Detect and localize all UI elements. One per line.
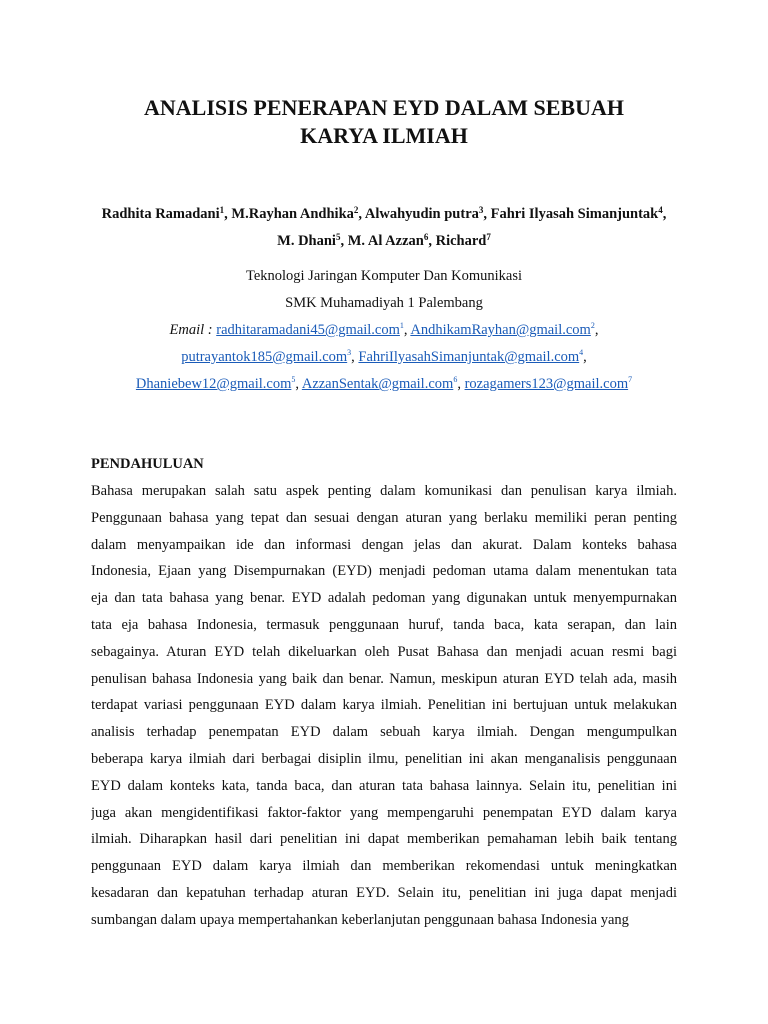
author-name: Richard [435,233,487,249]
author-sup: 5 [335,232,341,242]
title-line-2: KARYA ILMIAH [300,123,468,148]
school-text: SMK Muhamadiyah 1 Palembang [285,295,483,311]
paragraph-line: terdapat variasi penggunaan EYD dalam karya ilmiah. Penelitian ini bertujuan untuk melakukan [91,697,677,714]
paragraph-line: tata eja bahasa Indonesia, termasuk penggunaan huruf, tanda baca, kata serapan, dan lain [91,616,677,633]
department-text: Teknologi Jaringan Komputer Dan Komunikasi [245,268,523,284]
paragraph-line: kesadaran dan kepatuhan terhadap aturan EYD. Selain itu, penelitian ini juga dapat menjadi [91,884,677,901]
paragraph-line: Penggunaan bahasa yang tepat dan sesuai dengan aturan yang berlaku memiliki peran penting [91,509,677,526]
author-sup: 1 [219,205,225,215]
author-sup: 4 [658,205,663,215]
author-line-2: M. Dhani$^5$, M. Al Azzan$^6$, Richard$^7$ [277,232,491,249]
email-line-3: Dhaniebew12@gmail.com$^5$, AzzanSentak@gmail.com$^6$, rozagamers123@gmail.com$^7$ [135,375,633,392]
title-line-1: ANALISIS PENERAPAN EYD DALAM SEBUAH [144,95,624,120]
paragraph-line: EYD dalam konteks kata, tanda baca, dan aturan tata bahasa lainnya. Selain itu, penelitian ini [91,777,677,794]
paragraph-line: sumbangan dalam upaya mempertahankan keberlanjutan penggunaan bahasa Indonesia yang [91,911,629,928]
author-name: Radhita Ramadani [101,206,220,222]
email-sup: 7 [628,375,633,384]
email-link[interactable]: radhitaramadani45@gmail.com [216,322,400,338]
paragraph-line: eja dan tata bahasa yang benar. EYD adalah pedoman yang digunakan untuk menyempurnakan [91,590,677,607]
email-sup: 2 [590,321,595,330]
email-label: Email : [169,322,213,338]
paragraph-line: penggunaan EYD dalam karya ilmiah dan memberikan rekomendasi untuk meningkatkan [91,858,677,875]
author-sup: 6 [423,232,429,242]
email-link[interactable]: Dhaniebew12@gmail.com [135,376,292,392]
author-list [70,201,698,255]
email-sup: 6 [453,375,458,384]
email-line-2: putrayantok185@gmail.com$^3$, FahriIlyasahSimanjuntak@gmail.com$^4$, [181,348,587,365]
affiliation-block [70,263,698,398]
email-link[interactable]: AzzanSentak@gmail.com [301,376,454,392]
paragraph-line: penulisan bahasa Indonesia yang baik dan benar. Namun, meskipun aturan EYD telah ada, masih [91,670,677,687]
email-link[interactable]: rozagamers123@gmail.com [464,376,629,392]
author-name: M. Dhani [277,233,336,249]
email-link[interactable]: FahriIlyasahSimanjuntak@gmail.com [358,349,580,365]
author-sup: 3 [478,205,484,215]
email-sup: 5 [291,375,296,384]
paragraph-line: ilmiah. Diharapkan hasil dari penelitian ini dapat memberikan pemahaman lebih baik tentang [91,831,677,848]
email-link[interactable]: AndhikamRayhan@gmail.com [410,322,591,338]
email-link[interactable]: putrayantok185@gmail.com [181,349,348,365]
paragraph-line: juga akan mengidentifikasi faktor-faktor yang mempengaruhi penempatan EYD dalam karya [91,804,677,821]
email-sup: 1 [399,321,404,330]
author-name: Alwahyudin putra [364,206,479,222]
email-sup: 3 [347,348,352,357]
author-line-1: Radhita Ramadani$^1$, M.Rayhan Andhika$^2$, Alwahyudin putra$^3$, Fahri Ilyasah Simanjuntak$^4$, [101,205,667,222]
paper-title [90,94,678,150]
section-heading: PENDAHULUAN [91,456,204,472]
author-sup: 2 [353,205,359,215]
author-sup: 7 [486,232,491,242]
email-sup: 4 [579,348,584,357]
paragraph-line: analisis terhadap penempatan EYD dalam sebuah karya ilmiah. Dengan mengumpulkan [91,724,677,741]
author-name: M.Rayhan Andhika [231,206,354,222]
paragraph-line: Indonesia, Ejaan yang Disempurnakan (EYD) menjadi pedoman utama dalam menentukan tata [91,563,677,580]
paragraph-line: sebagainya. Aturan EYD telah dikeluarkan oleh Pusat Bahasa dan menjadi acuan resmi bagi [91,643,677,660]
paragraph-line: Bahasa merupakan salah satu aspek penting dalam komunikasi dan penulisan karya ilmiah. [91,483,677,499]
section-body [91,478,677,934]
paragraph-line: beberapa karya ilmiah dari berbagai disiplin ilmu, penelitian ini akan menganalisis penggunaan [91,750,677,767]
author-name: Fahri Ilyasah Simanjuntak [490,206,659,222]
paragraph-line: dalam menyampaikan ide dan informasi dengan jelas dan akurat. Dalam konteks bahasa [91,536,677,553]
author-name: M. Al Azzan [347,233,424,249]
email-line-1: Email : radhitaramadani45@gmail.com$^1$, AndhikamRayhan@gmail.com$^2$, [169,321,599,338]
